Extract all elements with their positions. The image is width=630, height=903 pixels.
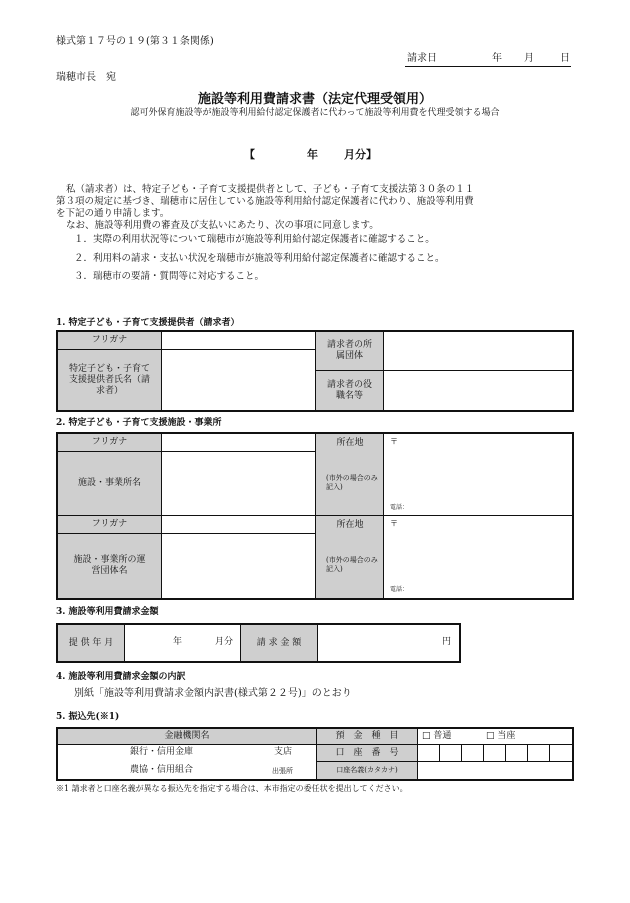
request-date-day: 日 bbox=[560, 53, 570, 64]
agreement-item-3: ３．瑞穂市の要請・質問等に対応すること。 bbox=[74, 271, 265, 282]
provider-name-label: 特定子ども・子育て支援提供者氏名（請求者） bbox=[58, 350, 162, 410]
branch-label: 支店 bbox=[274, 747, 293, 757]
bank-type-1: 銀行・信用金庫 bbox=[130, 747, 194, 757]
page-title: 施設等利用費請求書（法定代理受領用） bbox=[197, 92, 432, 107]
branch-office-label: 出張所 bbox=[272, 767, 293, 775]
account-digit-box[interactable] bbox=[462, 745, 484, 761]
bank-table bbox=[56, 727, 574, 781]
operator-name-field[interactable] bbox=[162, 534, 316, 598]
section1-heading: 1. 特定子ども・子育て支援提供者（請求者） bbox=[56, 318, 240, 328]
facility-location-note: (市外の場合のみ記入) bbox=[326, 474, 378, 491]
account-holder-field[interactable] bbox=[418, 762, 572, 779]
provider-table bbox=[56, 330, 574, 412]
requester-title-label: 請求者の役職名等 bbox=[316, 371, 384, 410]
body-line-4: なお、施設等利用費の審査及び支払いにあたり、次の事項に同意します。 bbox=[66, 220, 379, 231]
body-line-1: 私（請求者）は、特定子ども・子育て支援提供者として、子ども・子育て支援法第３０条の１１ bbox=[66, 184, 475, 195]
operator-furigana-label: フリガナ bbox=[58, 516, 162, 534]
amount-table bbox=[56, 623, 461, 663]
section4-heading: 4. 施設等利用費請求金額の内訳 bbox=[56, 672, 186, 682]
period-year: 年 bbox=[307, 148, 318, 161]
facility-location-label: 所在地 bbox=[336, 438, 364, 448]
facility-location-label-cell bbox=[316, 434, 384, 516]
operator-location-label-cell bbox=[316, 516, 384, 598]
bank-name-field[interactable] bbox=[58, 745, 317, 779]
facility-postal-mark: 〒 bbox=[390, 437, 398, 446]
operator-address-field[interactable] bbox=[384, 516, 572, 598]
provision-month-unit: 月分 bbox=[215, 637, 234, 647]
provider-furigana-field[interactable] bbox=[162, 332, 316, 350]
request-date-year: 年 bbox=[492, 53, 502, 64]
section2-heading: 2. 特定子ども・子育て支援施設・事業所 bbox=[56, 418, 222, 428]
deposit-current-option[interactable]: □ 当座 bbox=[486, 731, 516, 741]
facility-address-field[interactable] bbox=[384, 434, 572, 516]
requester-title-field[interactable] bbox=[384, 371, 572, 410]
operator-furigana-field[interactable] bbox=[162, 516, 316, 534]
breakdown-reference: 別紙「施設等利用費請求金額内訳書(様式第２２号)」のとおり bbox=[74, 688, 352, 699]
body-line-3: を下記の通り申請します。 bbox=[56, 208, 170, 219]
provision-month-label: 提 供 年 月 bbox=[58, 625, 125, 661]
requester-group-field[interactable] bbox=[384, 332, 572, 371]
operator-location-note: (市外の場合のみ記入) bbox=[326, 556, 378, 573]
requester-group-label: 請求者の所属団体 bbox=[316, 332, 384, 371]
body-line-2: 第３項の規定に基づき、瑞穂市に居住している施設等利用給付認定保護者に代わり、施設等利用費 bbox=[56, 196, 474, 207]
operator-phone-label: 電話： bbox=[390, 586, 409, 593]
section5-heading: 5. 振込先(※1) bbox=[56, 712, 120, 722]
account-digit-box[interactable] bbox=[528, 745, 550, 761]
deposit-type-label: 預 金 種 目 bbox=[317, 729, 418, 745]
addressee: 瑞穂市長 宛 bbox=[56, 72, 116, 83]
operator-postal-mark: 〒 bbox=[390, 519, 398, 528]
account-digit-box[interactable] bbox=[484, 745, 506, 761]
page-subtitle: 認可外保育施設等が施設等利用給付認定保護者に代わって施設等利用費を代理受領する場合 bbox=[130, 108, 500, 118]
form-number: 様式第１７号の１９(第３１条関係) bbox=[56, 36, 214, 47]
facility-phone-label: 電話： bbox=[390, 504, 409, 511]
bank-type-2: 農協・信用組合 bbox=[130, 765, 194, 775]
account-number-label: 口 座 番 号 bbox=[317, 745, 418, 762]
facility-table bbox=[56, 432, 574, 600]
account-digit-box[interactable] bbox=[440, 745, 462, 761]
operator-location-label: 所在地 bbox=[336, 520, 364, 530]
request-date-label: 請求日 bbox=[407, 53, 437, 64]
agreement-item-1: １．実際の利用状況等について瑞穂市が施設等利用給付認定保護者に確認すること。 bbox=[74, 234, 435, 245]
account-digit-box[interactable] bbox=[550, 745, 572, 761]
provider-furigana-label: フリガナ bbox=[58, 332, 162, 350]
deposit-type-field[interactable] bbox=[418, 729, 572, 745]
request-amount-label: 請 求 金 額 bbox=[241, 625, 318, 661]
footnote: ※1 請求者と口座名義が異なる振込先を指定する場合は、本市指定の委任状を提出してください。 bbox=[56, 784, 408, 793]
bank-name-label: 金融機関名 bbox=[58, 729, 317, 745]
provision-month-field[interactable] bbox=[125, 625, 241, 661]
account-number-field[interactable] bbox=[418, 745, 572, 762]
operator-name-label: 施設・事業所の運営団体名 bbox=[58, 534, 162, 598]
section3-heading: 3. 施設等利用費請求金額 bbox=[56, 607, 159, 617]
yen-unit: 円 bbox=[441, 637, 451, 647]
facility-name-label: 施設・事業所名 bbox=[58, 452, 162, 516]
account-holder-label: 口座名義(カタカナ) bbox=[317, 762, 418, 779]
facility-furigana-label: フリガナ bbox=[58, 434, 162, 452]
provider-name-field[interactable] bbox=[162, 350, 316, 410]
account-digit-box[interactable] bbox=[418, 745, 440, 761]
facility-furigana-field[interactable] bbox=[162, 434, 316, 452]
period-month: 月分】 bbox=[344, 148, 377, 161]
provision-year-unit: 年 bbox=[173, 637, 183, 647]
request-amount-field[interactable] bbox=[318, 625, 459, 661]
deposit-ordinary-option[interactable]: □ 普通 bbox=[422, 731, 452, 741]
facility-name-field[interactable] bbox=[162, 452, 316, 516]
account-digit-box[interactable] bbox=[506, 745, 528, 761]
period-bracket-open: 【 bbox=[244, 148, 255, 161]
request-date-month: 月 bbox=[524, 53, 534, 64]
agreement-item-2: ２．利用料の請求・支払い状況を瑞穂市が施設等利用給付認定保護者に確認すること。 bbox=[74, 253, 445, 264]
